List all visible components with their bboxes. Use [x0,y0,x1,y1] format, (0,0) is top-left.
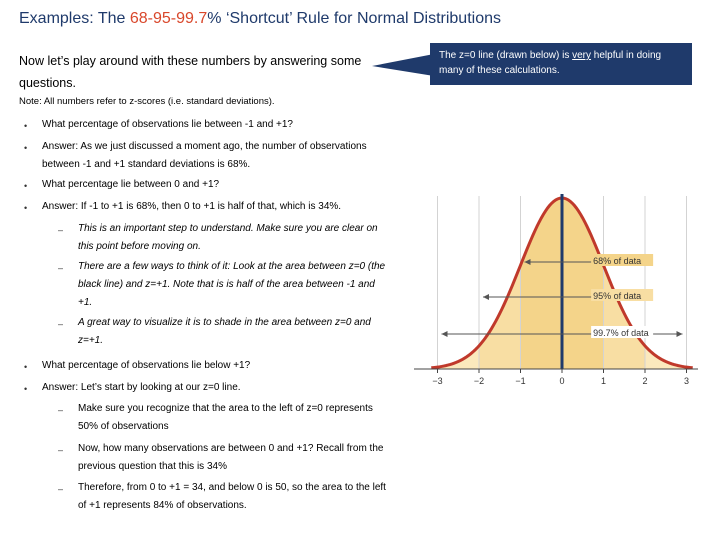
answer-2-point-3: A great way to visualize it is to shade in the area between z=0 and z=+1. [78,317,371,346]
sub-bullet-marker: – [58,225,64,235]
tick-label: 0 [559,376,565,386]
tick-label: −1 [515,376,526,386]
sub-bullet-marker: – [58,445,64,455]
tick-label: 2 [642,376,648,386]
answer-3: Answer: Let’s start by looking at our z=0 line. [42,382,241,393]
band-99-7-label: 99.7% of data [593,328,649,338]
question-3: What percentage of observations lie below +1? [42,360,251,371]
band-68-label: 68% of data [593,256,642,266]
answer-2-point-1: This is an important step to understand. Make sure you are clear on this point before moving on. [78,223,378,252]
sub-bullet-marker: – [58,405,64,415]
band-95-label: 95% of data [593,291,642,301]
sub-bullet-marker: – [58,263,64,273]
answer-3-point-2: Now, how many observations are between 0 and +1? Recall from the previous question that this is 34% [78,443,384,472]
sub-bullet-marker: – [58,319,64,329]
intro-text: Now let’s play around with these numbers by answering some questions. [19,54,362,90]
callout-box: The z=0 line (drawn below) is very helpful in doing many of these calculations. [430,43,692,85]
bullet-marker: • [24,143,28,153]
normal-distribution-figure [398,190,714,400]
bullet-marker: • [24,121,28,131]
rule-highlight: 68-95-99.7 [129,10,208,27]
answer-3-point-3: Therefore, from 0 to +1 = 34, and below 0 is 50, so the area to the left of +1 represents 84% of observations. [78,482,386,511]
answer-2: Answer: If -1 to +1 is 68%, then 0 to +1 is half of that, which is 34%. [42,201,342,212]
answer-1: Answer: As we just discussed a moment ago, the number of observations between -1 and +1 standard deviations is 68%. [42,141,367,170]
question-2: What percentage lie between 0 and +1? [42,179,220,190]
bullet-marker: • [24,203,28,213]
bullet-marker: • [24,384,28,394]
tick-label: 1 [600,376,607,386]
tick-label: −2 [473,376,485,386]
tick-label: −3 [432,376,443,386]
bullet-marker: • [24,362,28,372]
tick-label: 3 [683,376,690,386]
answer-2-point-2: There are a few ways to think of it: Look at the area between z=0 (the black line) and z=+1. Note that is is half of the area between -1 and +1. [78,261,386,308]
sub-bullet-marker: – [58,484,64,494]
note-text: Note: All numbers refer to z-scores (i.e. standard deviations). [19,96,275,107]
answer-3-point-1: Make sure you recognize that the area to the left of z=0 represents 50% of observations [78,403,373,432]
bullet-marker: • [24,181,28,191]
slide-title: Examples: The 68-95-99.7% ‘Shortcut’ Rule for Normal Distributions [19,10,501,27]
question-1: What percentage of observations lie between -1 and +1? [42,119,293,130]
